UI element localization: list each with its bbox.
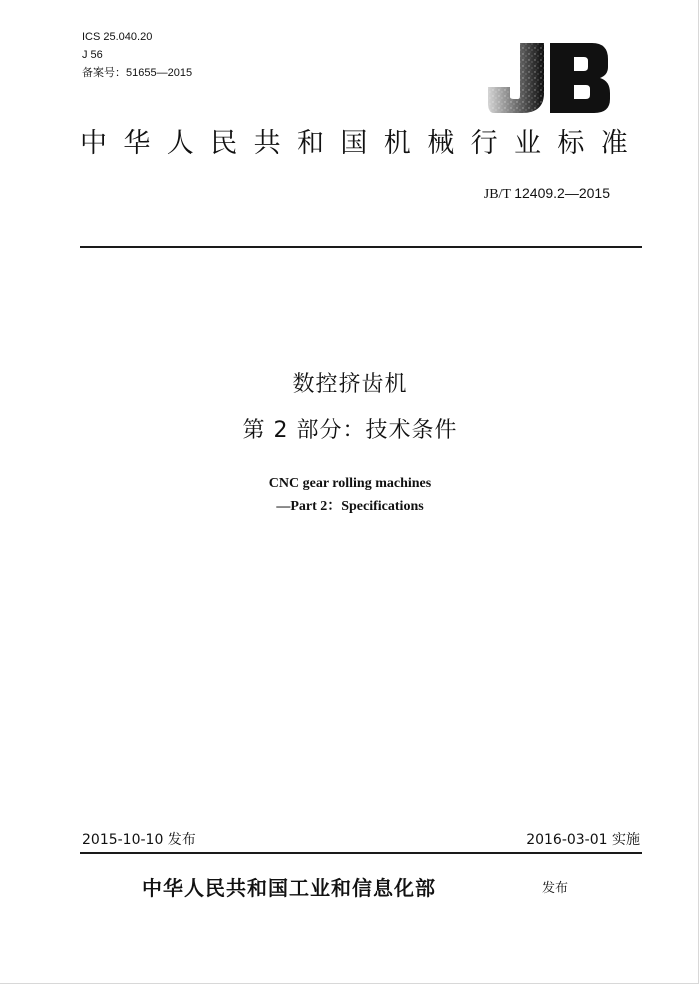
issue-date: 2015-10-10 发布 [82,832,196,848]
chinese-title-line-2: 第 2 部分：技术条件 [242,418,458,443]
top-divider [80,246,642,248]
standard-number-value: 12409.2—2015 [514,185,610,201]
bottom-divider [80,852,642,854]
effective-date: 2016-03-01 实施 [526,832,640,848]
english-title-line-1: CNC gear rolling machines [268,476,432,491]
classification-block [82,28,192,82]
ccs-code: J 56 [82,49,103,61]
ics-code: ICS 25.040.20 [82,31,153,43]
filing-number: 备案号：51655—2015 [82,67,193,79]
jb-logo [486,41,612,115]
standard-number-prefix: JB/T [483,187,515,202]
standard-category-title: 中华人民共和国机械行业标准 [80,128,645,159]
standard-number [484,184,610,204]
chinese-title-line-1: 数控挤齿机 [292,372,408,397]
issuing-authority: 中华人民共和国工业和信息化部 [142,876,436,900]
english-title-line-2: —Part 2：Specifications [276,499,424,514]
issuing-authority-suffix: 发布 [542,881,569,896]
